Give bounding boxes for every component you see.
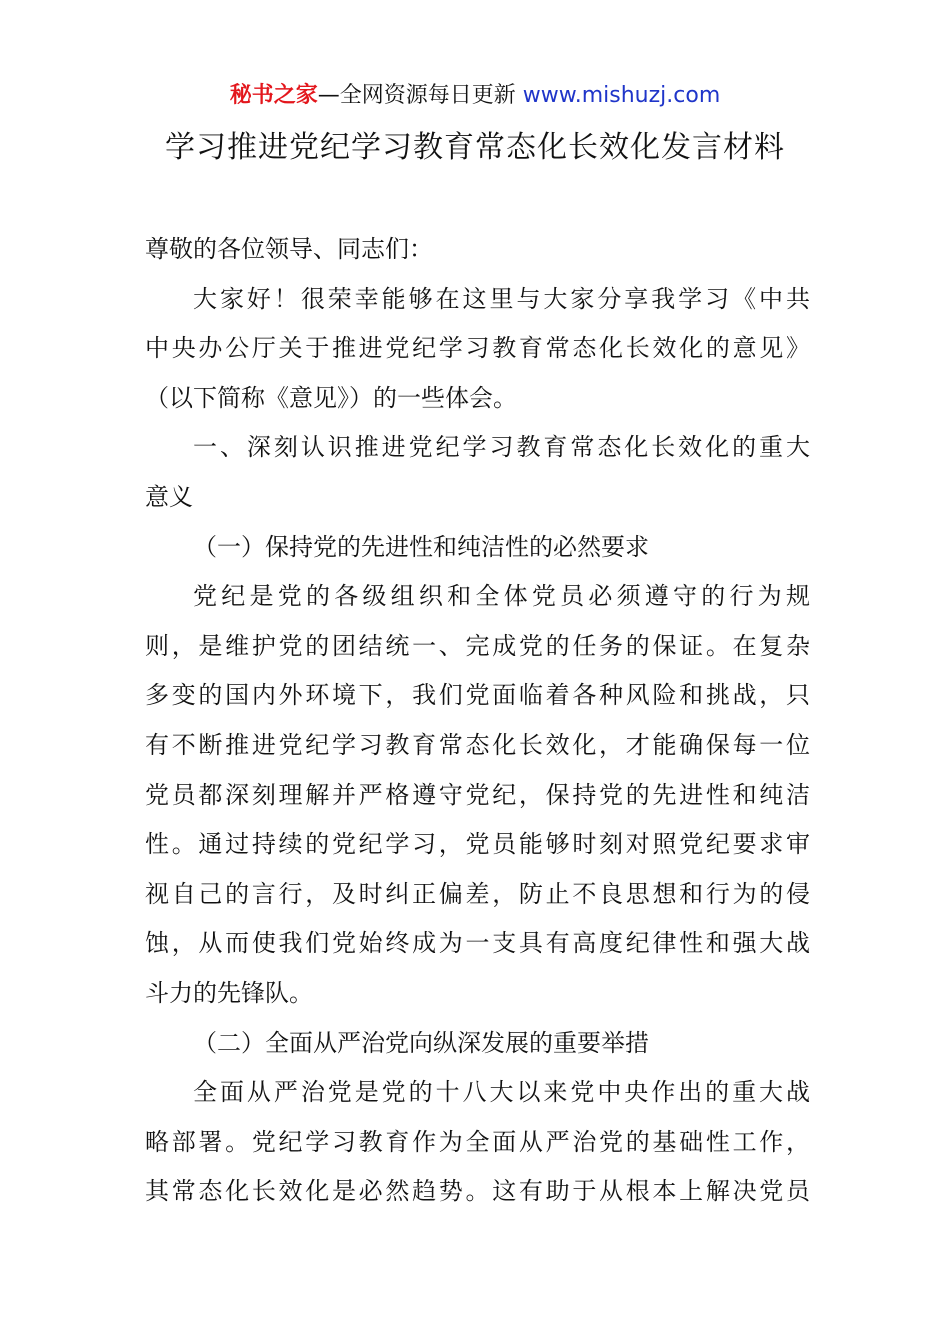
subsection-heading: （二）全面从严治党向纵深发展的重要举措 [193, 1028, 649, 1057]
paragraph-line: 党纪是党的各级组织和全体党员必须遵守的行为规 [193, 582, 810, 611]
subsection-heading: （一）保持党的先进性和纯洁性的必然要求 [193, 532, 649, 561]
site-banner [0, 80, 950, 112]
section-heading-line: 意义 [145, 482, 193, 511]
site-url-link[interactable]: www.mishuzj.com [522, 83, 721, 108]
paragraph-line: 中央办公厅关于推进党纪学习教育常态化长效化的意见》 [145, 334, 810, 363]
paragraph-line: 视自己的言行，及时纠正偏差，防止不良思想和行为的侵 [145, 879, 810, 908]
paragraph-line: 多变的国内外环境下，我们党面临着各种风险和挑战，只 [145, 681, 810, 710]
document-body [145, 225, 810, 1217]
paragraph-line: 则，是维护党的团结统一、完成党的任务的保证。在复杂 [145, 631, 810, 660]
brand-name: 秘书之家 [229, 83, 318, 108]
paragraph-line: 其常态化长效化是必然趋势。这有助于从根本上解决党员 [145, 1177, 810, 1206]
banner-tagline: —全网资源每日更新 [317, 83, 523, 108]
paragraph-line: 有不断推进党纪学习教育常态化长效化，才能确保每一位 [145, 730, 810, 759]
salutation-line: 尊敬的各位领导、同志们： [145, 235, 433, 263]
paragraph-line: 蚀，从而使我们党始终成为一支具有高度纪律性和强大战 [145, 929, 810, 958]
paragraph-line: 略部署。党纪学习教育作为全面从严治党的基础性工作， [145, 1127, 810, 1156]
paragraph-line: 性。通过持续的党纪学习，党员能够时刻对照党纪要求审 [145, 830, 810, 859]
paragraph-line: （以下简称《意见》）的一些体会。 [145, 383, 517, 412]
paragraph-line: 党员都深刻理解并严格遵守党纪，保持党的先进性和纯洁 [145, 780, 810, 809]
document-title: 学习推进党纪学习教育常态化长效化发言材料 [165, 130, 785, 165]
paragraph-line: 全面从严治党是党的十八大以来党中央作出的重大战 [193, 1078, 810, 1107]
section-heading-line: 一、深刻认识推进党纪学习教育常态化长效化的重大 [193, 433, 810, 462]
paragraph-line: 大家好！很荣幸能够在这里与大家分享我学习《中共 [193, 284, 810, 313]
paragraph-line: 斗力的先锋队。 [145, 978, 313, 1007]
